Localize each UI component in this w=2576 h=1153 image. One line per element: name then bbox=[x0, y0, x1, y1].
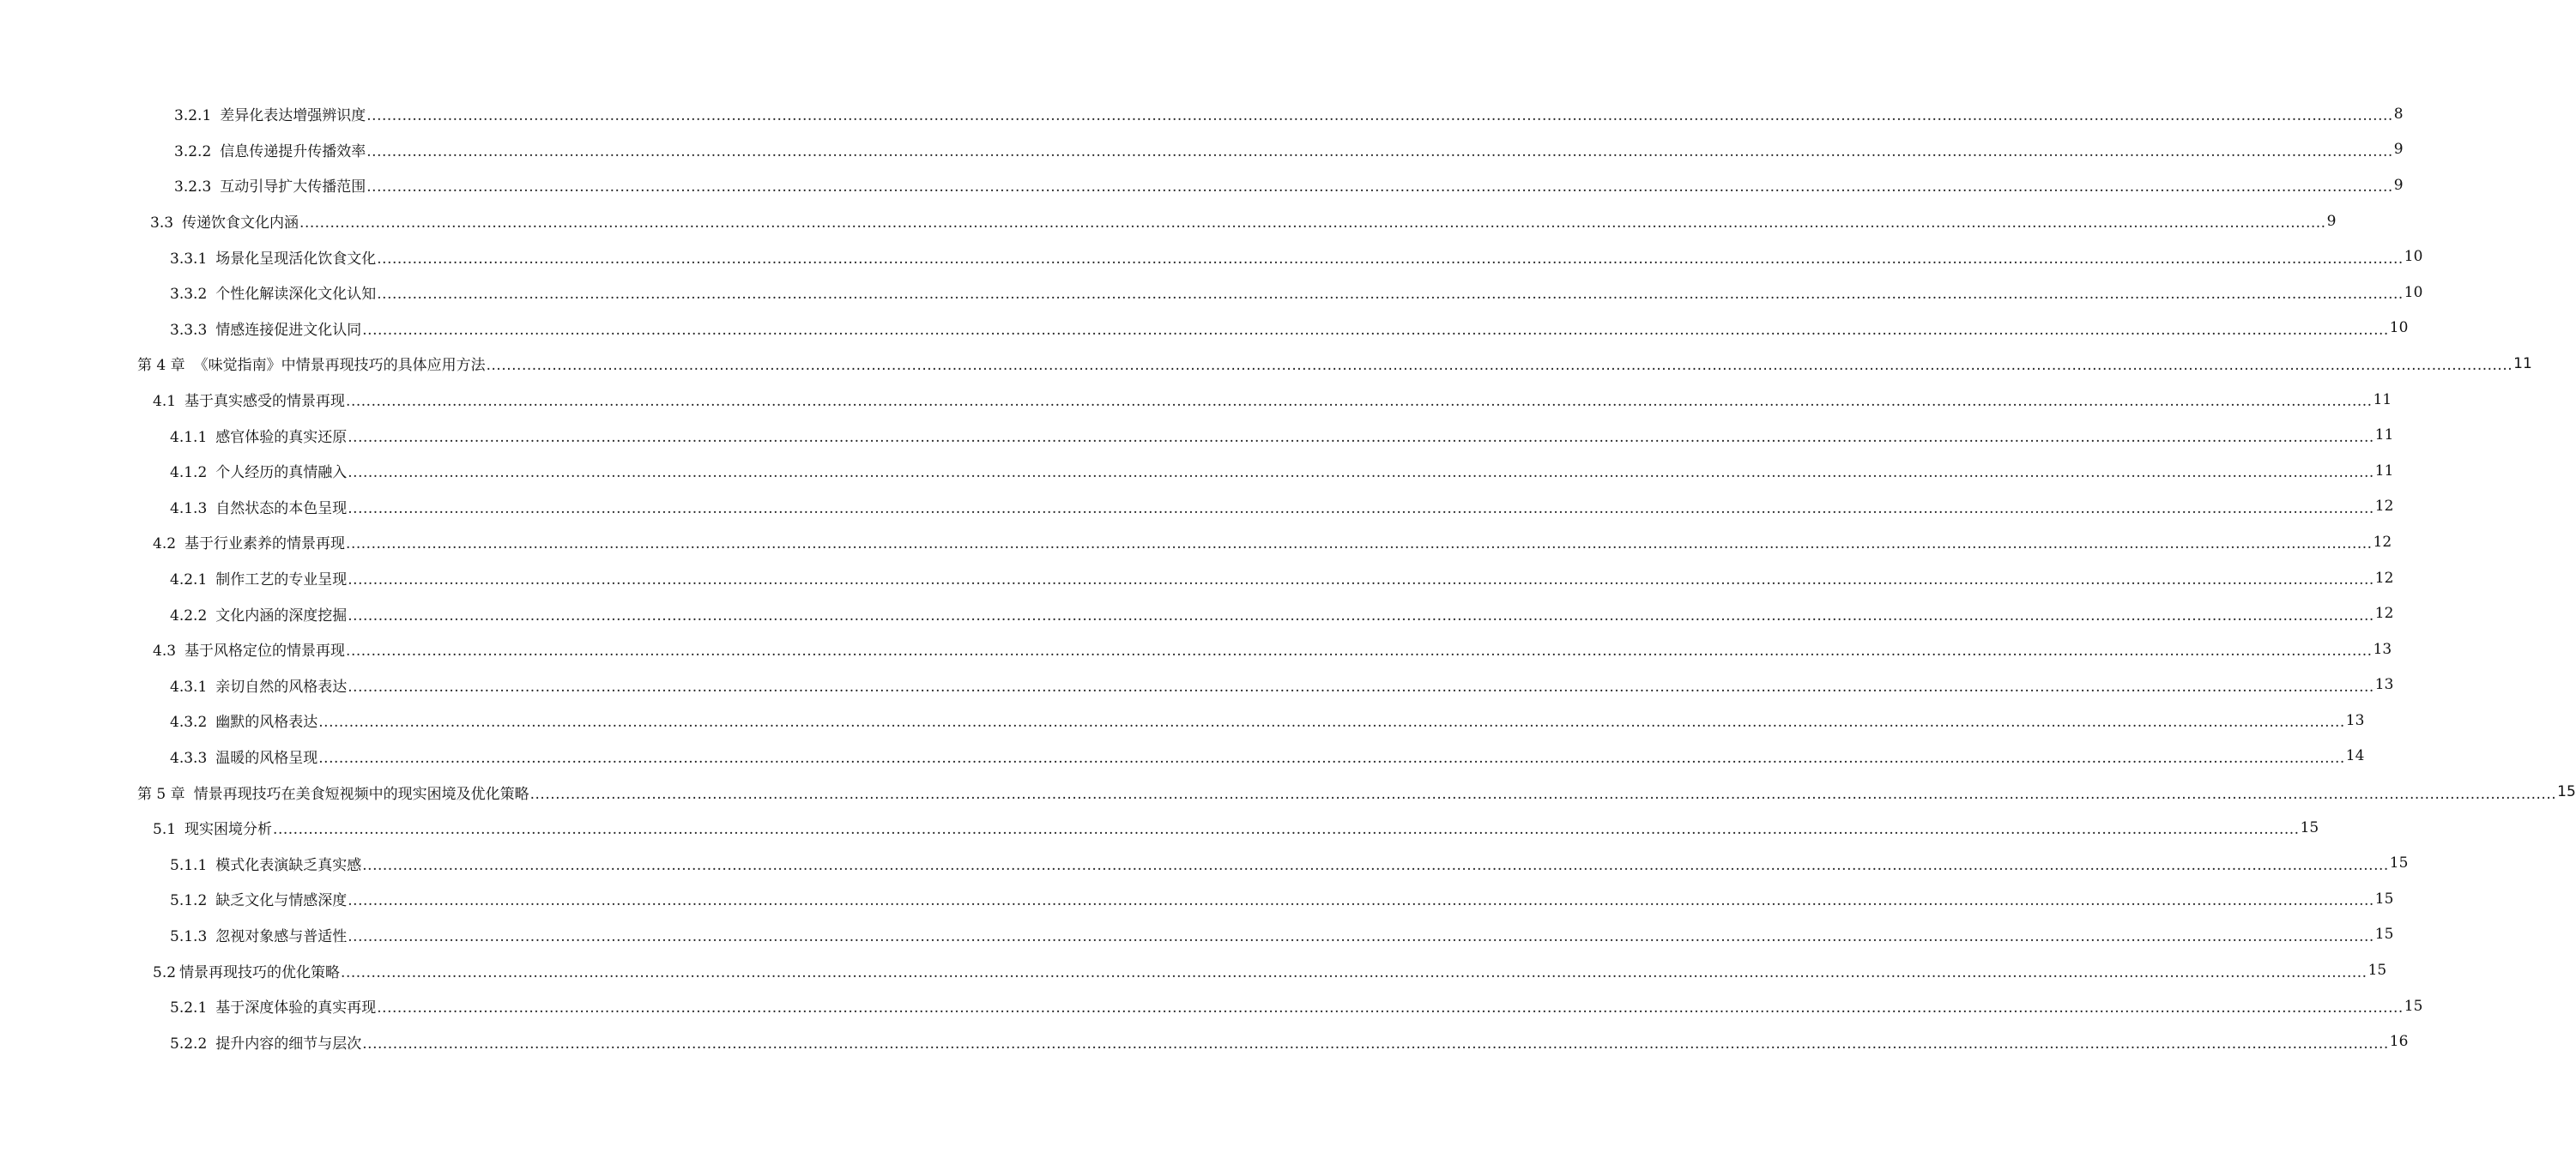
toc-entry-title: 个性化解读深化文化认知 bbox=[215, 286, 377, 304]
toc-entry-title: 信息传递提升传播效率 bbox=[220, 142, 366, 160]
toc-entry-title: 场景化呈现活化饮食文化 bbox=[215, 250, 377, 268]
toc-entry-number: 5.1.3 bbox=[170, 927, 208, 945]
toc-entry-label bbox=[150, 210, 299, 232]
toc-entry-label bbox=[170, 853, 361, 874]
toc-entry-number: 4.1.1 bbox=[170, 428, 208, 446]
toc-entry-title: 传递饮食文化内涵 bbox=[182, 214, 299, 232]
toc-entry-title: 亲切自然的风格表达 bbox=[215, 678, 348, 696]
toc-entry[interactable] bbox=[0, 311, 2409, 347]
toc-entry-number: 5.1.2 bbox=[170, 892, 208, 910]
toc-entry[interactable] bbox=[0, 631, 2392, 667]
toc-page-number: 15 bbox=[2374, 926, 2394, 944]
toc-entry[interactable] bbox=[0, 595, 2394, 631]
toc-entry[interactable] bbox=[0, 238, 2423, 275]
toc-entry-label bbox=[170, 995, 376, 1017]
toc-entry[interactable] bbox=[0, 489, 2394, 525]
toc-page-number: 16 bbox=[2389, 1033, 2409, 1051]
toc-entry[interactable] bbox=[0, 952, 2387, 988]
toc-entry[interactable] bbox=[0, 96, 2404, 132]
toc-entry[interactable] bbox=[0, 1023, 2409, 1059]
toc-entry-title: 缺乏文化与情感深度 bbox=[215, 892, 348, 910]
toc-entry-label bbox=[170, 460, 347, 481]
toc-page-number: 9 bbox=[2393, 176, 2404, 194]
toc-entry-number: 5.1 bbox=[153, 821, 177, 839]
toc-page-number: 9 bbox=[2393, 141, 2404, 159]
toc-entry-title: 基于深度体验的真实再现 bbox=[215, 999, 377, 1017]
toc-entry-number: 5.1.1 bbox=[170, 856, 208, 874]
toc-entry-label bbox=[137, 353, 486, 374]
toc-page-number: 15 bbox=[2300, 818, 2319, 836]
toc-leader-dots: ................................................................................................................................................................................................................................................................................................................................................................................................................ bbox=[318, 749, 2345, 767]
toc-entry[interactable] bbox=[0, 275, 2423, 311]
toc-page-number: 15 bbox=[2367, 962, 2387, 980]
toc-entry[interactable] bbox=[0, 453, 2394, 489]
toc-entry-title: 模式化表演缺乏真实感 bbox=[215, 856, 362, 874]
toc-entry-number: 4.3 bbox=[153, 643, 177, 661]
toc-page-number: 12 bbox=[2374, 605, 2394, 623]
toc-entry-label bbox=[137, 782, 529, 803]
toc-entry-number: 3.2.1 bbox=[174, 107, 212, 125]
toc-leader-dots: ................................................................................................................................................................................................................................................................................................................................................................................................................ bbox=[273, 821, 2300, 839]
toc-entry-number: 4.1.2 bbox=[170, 464, 208, 482]
toc-entry-number: 4.3.1 bbox=[170, 678, 208, 696]
toc-entry-title: 温暖的风格呈现 bbox=[215, 749, 318, 767]
toc-entry-title: 自然状态的本色呈现 bbox=[215, 499, 348, 517]
toc-leader-dots: ................................................................................................................................................................................................................................................................................................................................................................................................................ bbox=[346, 535, 2373, 553]
toc-entry[interactable] bbox=[0, 703, 2365, 739]
toc-leader-dots: ................................................................................................................................................................................................................................................................................................................................................................................................................ bbox=[486, 357, 2513, 375]
toc-entry-title: 制作工艺的专业呈现 bbox=[215, 571, 348, 589]
toc-entry[interactable] bbox=[0, 167, 2404, 203]
toc-leader-dots: ................................................................................................................................................................................................................................................................................................................................................................................................................ bbox=[318, 714, 2345, 732]
toc-entry-number: 5.2.1 bbox=[170, 999, 208, 1017]
toc-page-number: 15 bbox=[2374, 890, 2394, 908]
toc-page-number: 10 bbox=[2389, 319, 2409, 337]
toc-entry-label bbox=[170, 246, 376, 268]
toc-entry-number: 3.2.2 bbox=[174, 142, 212, 160]
toc-entry-title: 幽默的风格表达 bbox=[215, 714, 318, 732]
toc-entry[interactable] bbox=[0, 132, 2404, 168]
toc-page-number: 8 bbox=[2393, 105, 2404, 123]
toc-entry-label bbox=[170, 425, 347, 446]
toc-leader-dots: ................................................................................................................................................................................................................................................................................................................................................................................................................ bbox=[299, 214, 2326, 232]
toc-entry-label bbox=[170, 281, 376, 303]
toc-page-number: 14 bbox=[2345, 747, 2365, 765]
toc-entry[interactable] bbox=[0, 810, 2319, 846]
toc-page-number: 15 bbox=[2557, 783, 2576, 801]
toc-leader-dots: ................................................................................................................................................................................................................................................................................................................................................................................................................ bbox=[366, 107, 2393, 125]
toc-entry[interactable] bbox=[0, 524, 2392, 560]
toc-entry-number: 3.3.1 bbox=[170, 250, 208, 268]
toc-leader-dots: ................................................................................................................................................................................................................................................................................................................................................................................................................ bbox=[348, 678, 2374, 696]
toc-entry-title: 忽视对象感与普适性 bbox=[215, 927, 348, 945]
toc-leader-dots: ................................................................................................................................................................................................................................................................................................................................................................................................................ bbox=[362, 321, 2389, 339]
toc-entry-label bbox=[170, 496, 347, 517]
toc-entry-number: 3.3.3 bbox=[170, 321, 208, 339]
toc-entry-number: 4.3.3 bbox=[170, 749, 208, 767]
toc-leader-dots: ................................................................................................................................................................................................................................................................................................................................................................................................................ bbox=[348, 464, 2374, 482]
toc-entry-label bbox=[170, 1031, 361, 1053]
toc-entry[interactable] bbox=[0, 203, 2337, 239]
toc-entry-title: 感官体验的真实还原 bbox=[215, 428, 348, 446]
toc-entry[interactable] bbox=[0, 881, 2394, 917]
toc-entry-number: 4.2 bbox=[153, 535, 177, 553]
toc-entry-title: 差异化表达增强辨识度 bbox=[220, 107, 366, 125]
toc-entry-number: 4.2.1 bbox=[170, 571, 208, 589]
toc-page-number: 13 bbox=[2374, 676, 2394, 694]
toc-entry-number: 第 4 章 bbox=[137, 357, 185, 375]
toc-entry-title: 情景再现技巧的优化策略 bbox=[179, 963, 341, 981]
toc-entry-label bbox=[170, 746, 317, 767]
toc-leader-dots: ................................................................................................................................................................................................................................................................................................................................................................................................................ bbox=[348, 927, 2374, 945]
toc-page-number: 11 bbox=[2513, 354, 2532, 372]
toc-entry-label bbox=[170, 603, 347, 625]
toc-page-number: 13 bbox=[2345, 711, 2365, 729]
toc-entry-number: 5.2 bbox=[153, 963, 177, 981]
toc-entry-number: 3.2.3 bbox=[174, 178, 212, 196]
toc-leader-dots: ................................................................................................................................................................................................................................................................................................................................................................................................................ bbox=[377, 250, 2404, 268]
toc-entry-title: 情感连接促进文化认同 bbox=[215, 321, 362, 339]
toc-leader-dots: ................................................................................................................................................................................................................................................................................................................................................................................................................ bbox=[366, 178, 2393, 196]
toc-entry-title: 现实困境分析 bbox=[184, 821, 273, 839]
toc-entry-number: 4.3.2 bbox=[170, 714, 208, 732]
toc-entry-label bbox=[174, 139, 366, 160]
toc-entry-label bbox=[174, 103, 366, 124]
toc-leader-dots: ................................................................................................................................................................................................................................................................................................................................................................................................................ bbox=[341, 963, 2367, 981]
table-of-contents bbox=[0, 96, 2576, 1059]
toc-entry-title: 提升内容的细节与层次 bbox=[215, 1035, 362, 1053]
toc-entry-title: 互动引导扩大传播范围 bbox=[220, 178, 366, 196]
toc-entry-title: 文化内涵的深度挖掘 bbox=[215, 607, 348, 625]
toc-leader-dots: ................................................................................................................................................................................................................................................................................................................................................................................................................ bbox=[346, 643, 2373, 661]
toc-entry-title: 基于行业素养的情景再现 bbox=[184, 535, 346, 553]
toc-entry-number: 第 5 章 bbox=[137, 785, 185, 803]
toc-leader-dots: ................................................................................................................................................................................................................................................................................................................................................................................................................ bbox=[366, 142, 2393, 160]
toc-entry-title: 基于风格定位的情景再现 bbox=[184, 643, 346, 661]
toc-entry-label bbox=[170, 674, 347, 696]
toc-entry-label bbox=[170, 317, 361, 339]
toc-leader-dots: ................................................................................................................................................................................................................................................................................................................................................................................................................ bbox=[377, 999, 2404, 1017]
toc-page-number: 12 bbox=[2373, 533, 2392, 551]
toc-page-number: 15 bbox=[2389, 854, 2409, 872]
toc-page-number: 12 bbox=[2374, 569, 2394, 587]
toc-entry-number: 3.3.2 bbox=[170, 286, 208, 304]
toc-entry-number: 4.1.3 bbox=[170, 499, 208, 517]
toc-leader-dots: ................................................................................................................................................................................................................................................................................................................................................................................................................ bbox=[377, 286, 2404, 304]
toc-entry-label bbox=[153, 960, 340, 981]
toc-entry-number: 4.2.2 bbox=[170, 607, 208, 625]
toc-entry-label bbox=[170, 709, 317, 731]
toc-entry-title: 个人经历的真情融入 bbox=[215, 464, 348, 482]
toc-entry[interactable] bbox=[0, 667, 2394, 703]
toc-entry-number: 3.3 bbox=[150, 214, 174, 232]
toc-chapter-entry[interactable] bbox=[0, 346, 2532, 382]
toc-entry[interactable] bbox=[0, 917, 2394, 953]
toc-page-number: 9 bbox=[2326, 212, 2337, 230]
toc-leader-dots: ................................................................................................................................................................................................................................................................................................................................................................................................................ bbox=[362, 856, 2389, 874]
toc-leader-dots: ................................................................................................................................................................................................................................................................................................................................................................................................................ bbox=[348, 571, 2374, 589]
toc-entry-label bbox=[153, 638, 345, 660]
toc-page-number: 12 bbox=[2374, 498, 2394, 516]
toc-entry-label bbox=[170, 567, 347, 589]
toc-leader-dots: ................................................................................................................................................................................................................................................................................................................................................................................................................ bbox=[348, 607, 2374, 625]
toc-leader-dots: ................................................................................................................................................................................................................................................................................................................................................................................................................ bbox=[348, 428, 2374, 446]
toc-leader-dots: ................................................................................................................................................................................................................................................................................................................................................................................................................ bbox=[348, 499, 2374, 517]
toc-entry-title: 基于真实感受的情景再现 bbox=[184, 393, 346, 411]
toc-entry-label bbox=[153, 389, 345, 410]
toc-entry-title: 《味觉指南》中情景再现技巧的具体应用方法 bbox=[193, 357, 486, 375]
toc-entry-label bbox=[170, 924, 347, 945]
toc-entry-label bbox=[170, 888, 347, 909]
toc-entry[interactable] bbox=[0, 845, 2409, 881]
toc-leader-dots: ................................................................................................................................................................................................................................................................................................................................................................................................................ bbox=[362, 1035, 2389, 1053]
toc-entry-number: 4.1 bbox=[153, 393, 177, 411]
toc-leader-dots: ................................................................................................................................................................................................................................................................................................................................................................................................................ bbox=[529, 785, 2557, 803]
toc-leader-dots: ................................................................................................................................................................................................................................................................................................................................................................................................................ bbox=[348, 892, 2374, 910]
toc-entry[interactable] bbox=[0, 560, 2394, 596]
toc-leader-dots: ................................................................................................................................................................................................................................................................................................................................................................................................................ bbox=[346, 393, 2373, 411]
toc-entry-label bbox=[174, 174, 366, 196]
toc-page-number: 13 bbox=[2373, 640, 2392, 658]
toc-entry-label bbox=[153, 531, 345, 552]
toc-chapter-entry[interactable] bbox=[0, 774, 2576, 810]
toc-entry-number: 5.2.2 bbox=[170, 1035, 208, 1053]
toc-entry[interactable] bbox=[0, 417, 2394, 453]
toc-page-number: 11 bbox=[2374, 462, 2394, 480]
toc-entry[interactable] bbox=[0, 988, 2423, 1024]
toc-entry[interactable] bbox=[0, 739, 2365, 775]
toc-entry-title: 情景再现技巧在美食短视频中的现实困境及优化策略 bbox=[193, 785, 529, 803]
toc-entry-label bbox=[153, 817, 272, 838]
toc-page-number: 15 bbox=[2404, 997, 2423, 1015]
toc-page-number: 11 bbox=[2373, 390, 2392, 408]
toc-page-number: 10 bbox=[2404, 248, 2423, 266]
toc-entry[interactable] bbox=[0, 382, 2392, 418]
toc-page-number: 11 bbox=[2374, 426, 2394, 444]
toc-page-number: 10 bbox=[2404, 283, 2423, 301]
